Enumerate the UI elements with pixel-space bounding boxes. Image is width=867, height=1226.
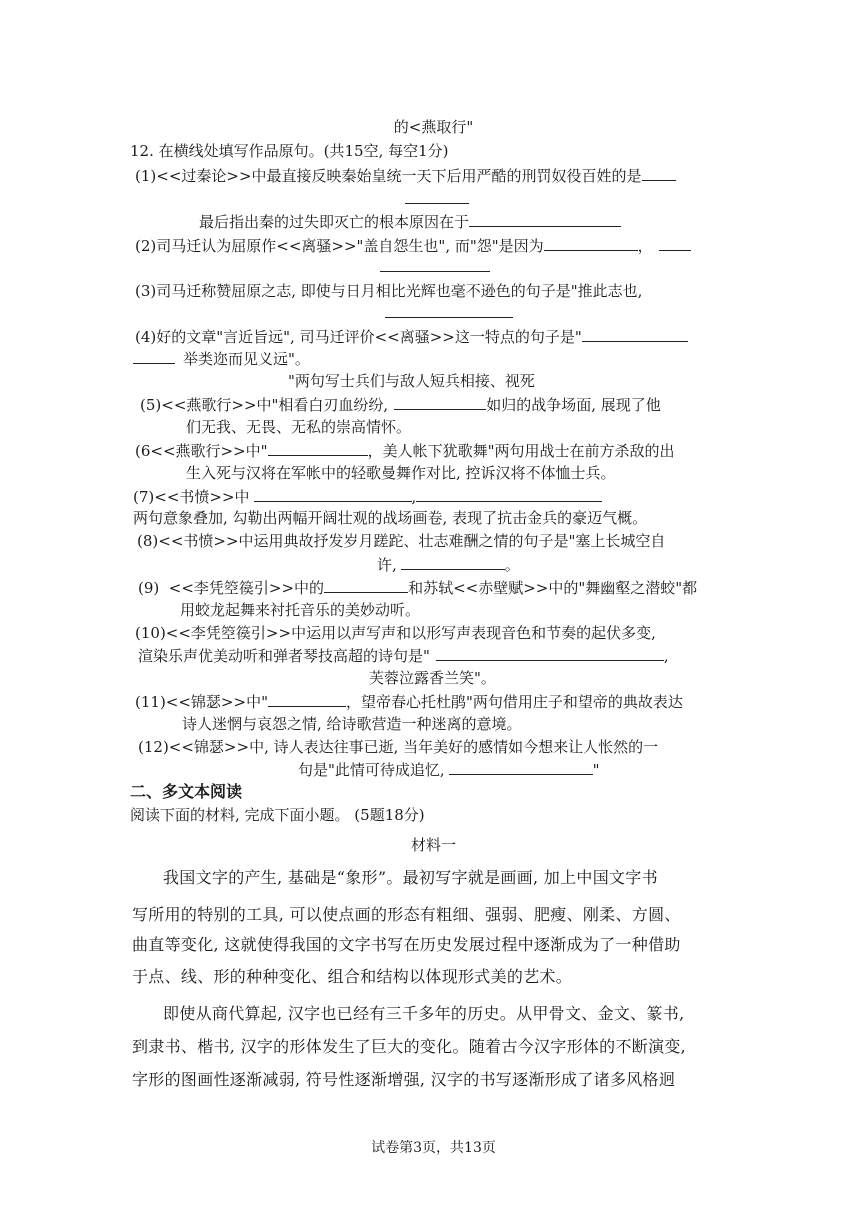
q1-text-a: (1)<<过秦论>>中最直接反映秦始皇统一天下后用严酷的刑罚奴役百姓的是 xyxy=(135,167,642,185)
q11-line2: 诗人迷惘与哀怨之情, 给诗歌营造一种迷离的意境。 xyxy=(182,715,522,733)
q1-line2 xyxy=(199,211,621,232)
q4-line1 xyxy=(135,326,688,347)
page-footer: 试卷第3页，共13页 xyxy=(371,1140,496,1156)
q7-line1 xyxy=(133,486,602,507)
q9-text-a1: (9) <<李凭箜篌引>>中的 xyxy=(138,579,325,597)
q2-text-a: (2)司马迁认为屈原作<<离骚>>"盖自怨生也", 而"怨"是因为 xyxy=(135,237,544,255)
q7-line2: 两句意象叠加, 勾勒出两幅开阔壮观的战场画卷, 表现了抗击金兵的豪迈气概。 xyxy=(133,509,648,527)
q7-text-a1: (7)<<书愤>>中 xyxy=(133,488,250,506)
q6-text-a2: ，美人帐下犹歌舞"两句用战士在前方杀敌的出 xyxy=(367,442,675,460)
answer-blank[interactable] xyxy=(582,326,688,342)
q5-pre: "两句写士兵们与敌人短兵相接、视死 xyxy=(288,372,535,390)
q9-line1 xyxy=(138,577,697,598)
q10-line1: (10)<<李凭箜篌引>>中运用以声写声和以形写声表现音色和节奏的起伏多变, xyxy=(135,624,656,642)
answer-blank[interactable] xyxy=(268,691,346,707)
q8-text-b1: 许, xyxy=(377,556,397,574)
q10-line3: 芙蓉泣露香兰笑"。 xyxy=(369,669,496,687)
q5-text-a2: 如归的战争场面, 展现了他 xyxy=(486,396,661,414)
answer-blank[interactable] xyxy=(385,317,513,318)
answer-blank[interactable] xyxy=(436,645,664,661)
q6-line2: 生入死与汉将在军帐中的轻歌曼舞作对比, 控诉汉将不体恤士兵。 xyxy=(186,464,616,482)
q3-line1 xyxy=(135,281,642,301)
answer-blank[interactable] xyxy=(405,203,469,204)
answer-blank[interactable] xyxy=(544,235,638,251)
q12-line1: (12)<<锦瑟>>中, 诗人表达往事已逝, 当年美好的感情如今想来让人怅然的一 xyxy=(138,738,659,756)
q5-text-a1: (5)<<燕歌行>>中"相看白刃血纷纷, xyxy=(140,396,389,414)
q11-line1 xyxy=(135,691,683,712)
q2-line1 xyxy=(135,235,691,256)
q6-line1 xyxy=(135,440,674,461)
q8-line2 xyxy=(377,554,520,575)
q10-text-b2: , xyxy=(663,647,669,665)
q8-text-b2: 。 xyxy=(504,556,520,574)
paragraph-1-line: 于点、线、形的种种变化、组合和结构以体现形式美的艺术。 xyxy=(132,967,573,986)
paragraph-1-line: 曲直等变化, 这就使得我国的文字书写在历史发展过程中逐渐成为了一种借助 xyxy=(132,935,681,954)
paragraph-2-line: 字形的图画性逐渐减弱, 符号性逐渐增强, 汉字的书写逐渐形成了诸多风格迥 xyxy=(132,1070,676,1089)
top-fragment: 的<燕取行" xyxy=(393,118,474,136)
q5-line1 xyxy=(140,394,661,415)
q10-line2 xyxy=(138,645,669,666)
q7-separator: , xyxy=(411,488,417,506)
answer-blank[interactable] xyxy=(642,165,676,181)
q1-line1 xyxy=(135,165,676,186)
q1-text-b: 最后指出秦的过失即灭亡的根本原因在于 xyxy=(199,213,470,231)
q8-line1: (8)<<书愤>>中运用典故抒发岁月蹉跎、壮志难酬之情的句子是"塞上长城空自 xyxy=(137,532,666,550)
answer-blank[interactable] xyxy=(401,554,505,570)
answer-blank[interactable] xyxy=(324,577,408,593)
q4-text-b: 举类迩而见义远"。 xyxy=(183,350,310,368)
answer-blank[interactable] xyxy=(380,271,490,272)
answer-blank[interactable] xyxy=(416,486,602,502)
q12-line2 xyxy=(298,759,600,780)
q2-separator: ， xyxy=(637,237,653,255)
q11-text-a1: (11)<<锦瑟>>中" xyxy=(135,693,268,711)
q5-line2: 们无我、无畏、无私的崇高情怀。 xyxy=(186,418,412,436)
q12-text-b2: " xyxy=(592,761,600,779)
answer-blank[interactable] xyxy=(254,486,412,502)
paragraph-2-line: 即使从商代算起, 汉字也已经有三千多年的历史。从甲骨文、金文、篆书, xyxy=(163,1004,685,1023)
answer-blank[interactable] xyxy=(133,348,175,364)
q3-text-a: (3)司马迁称赞屈原之志, 即使与日月相比光辉也毫不逊色的句子是"推此志也, xyxy=(135,282,643,300)
section-2-instruction: 阅读下面的材料, 完成下面小题。 (5题18分) xyxy=(130,806,425,824)
paragraph-1-line: 我国文字的产生, 基础是“象形”。最初写字就是画画, 加上中国文字书 xyxy=(163,868,658,887)
q11-text-a2: ，望帝春心托杜鹃"两句借用庄子和望帝的典故表达 xyxy=(345,693,683,711)
section-2-title: 二、多文本阅读 xyxy=(130,782,243,801)
answer-blank[interactable] xyxy=(449,759,593,775)
q4-text-a: (4)好的文章"言近旨远", 司马迁评价<<离骚>>这一特点的句子是" xyxy=(135,328,582,346)
q12-text-b1: 句是"此情可待成追忆, xyxy=(298,761,445,779)
answer-blank[interactable] xyxy=(659,235,691,251)
question-12-title: 12. 在横线处填写作品原句。(共15空, 每空1分) xyxy=(130,142,449,160)
answer-blank[interactable] xyxy=(394,394,486,410)
paragraph-2-line: 到隶书、楷书, 汉字的形体发生了巨大的变化。随着古今汉字形体的不断演变, xyxy=(132,1037,687,1056)
q9-text-a2: 和苏轼<<赤壁赋>>中的"舞幽壑之潜蛟"都 xyxy=(408,579,698,597)
q6-text-a1: (6<<燕歌行>>中" xyxy=(135,442,268,460)
q9-line2: 用蛟龙起舞来衬托音乐的美妙动听。 xyxy=(180,601,421,619)
answer-blank[interactable] xyxy=(469,211,621,227)
answer-blank[interactable] xyxy=(268,440,368,456)
q4-line2 xyxy=(133,348,310,369)
paragraph-1-line: 写所用的特别的工具, 可以使点画的形态有粗细、强弱、肥瘦、刚柔、方圆、 xyxy=(132,905,681,924)
q10-text-b1: 渲染乐声优美动听和弹者琴技高超的诗句是" xyxy=(138,647,430,665)
material-title: 材料一 xyxy=(410,836,456,854)
